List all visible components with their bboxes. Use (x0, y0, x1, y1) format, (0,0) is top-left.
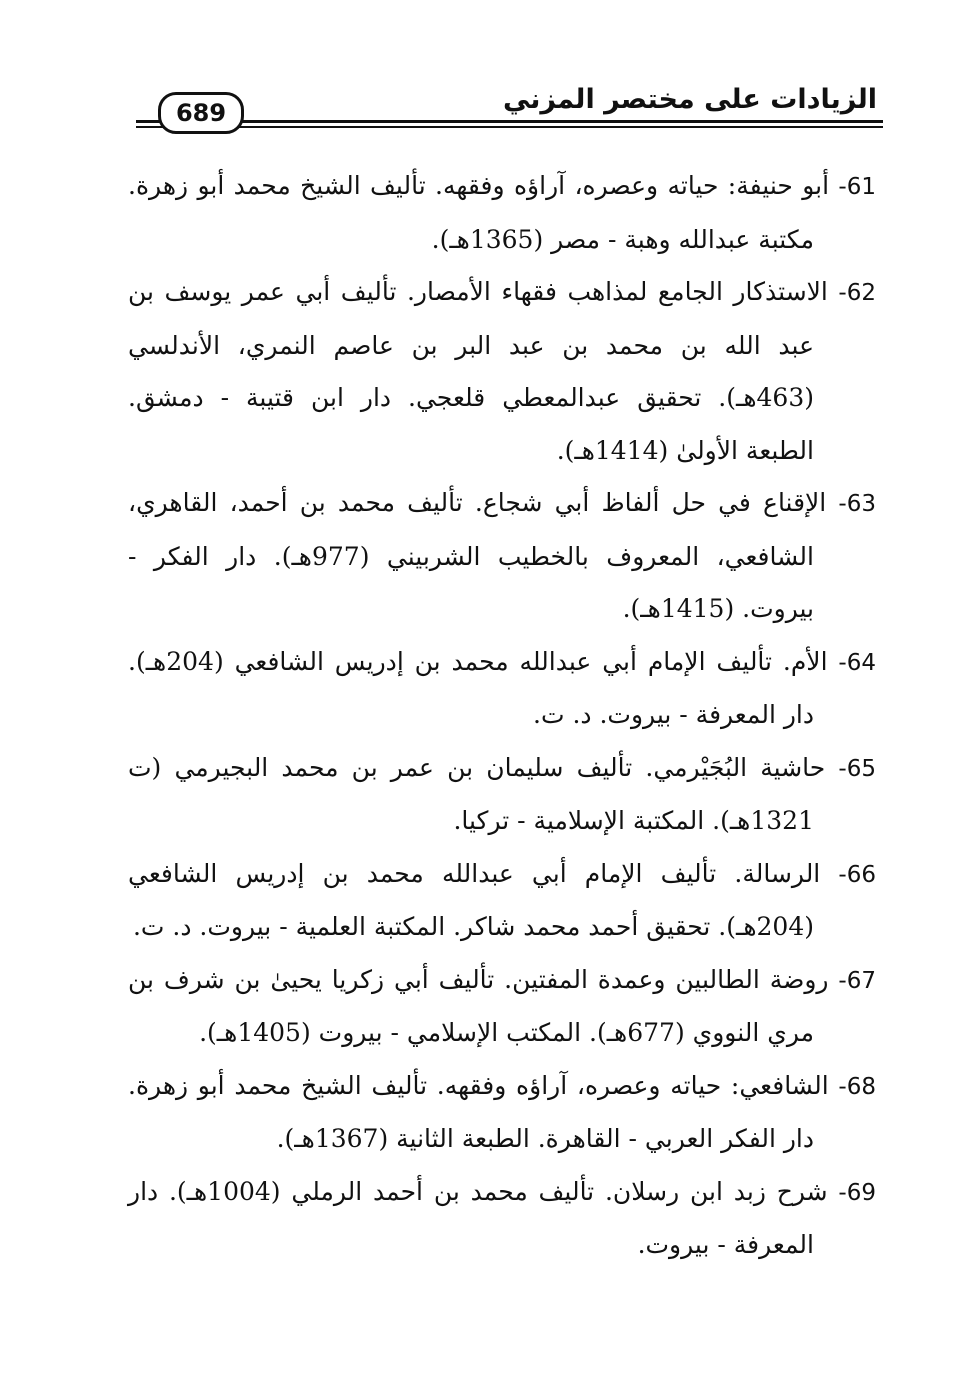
entry-number: 64- (838, 649, 876, 676)
entry-number: 67- (838, 967, 877, 994)
entry-text: الاستذكار الجامع لمذاهب فقهاء الأمصار. تأليف أبي عمر يوسف بن عبد الله بن محمد بن عبد البر بن عاصم النمري، الأندلسي (463هـ). تحقيق عبدالمعطي قلعجي. دار ابن قتيبة - دمشق. الطبعة الأولىٰ (1414هـ). (128, 277, 828, 465)
bibliography-entry-66 (128, 848, 876, 954)
entry-number: 65- (838, 755, 876, 782)
bibliography-entry-69 (128, 1166, 876, 1272)
entry-text: حاشية البُجَيْرمي. تأليف سليمان بن عمر بن محمد البجيرمي (ت 1321هـ). المكتبة الإسلامية - تركيا. (128, 752, 826, 835)
entry-number: 66- (838, 861, 876, 888)
entry-text: أبو حنيفة: حياته وعصره، آراؤه وفقهه. تأليف الشيخ محمد أبو زهرة. مكتبة عبدالله وهبة - مصر (1365هـ). (128, 171, 830, 254)
page-header (0, 0, 955, 140)
header-rule (136, 120, 883, 123)
entry-number: 63- (838, 491, 876, 517)
page-number: 689 (158, 92, 244, 134)
entry-number: 62- (838, 280, 876, 306)
bibliography-entry-64 (128, 636, 876, 742)
bibliography-entry-63 (128, 477, 876, 636)
entry-text: روضة الطالبين وعمدة المفتين. تأليف أبي زكريا يحيىٰ بن شرف بن مري النووي (677هـ). المكتب الإسلامي - بيروت (1405هـ). (128, 964, 829, 1047)
bibliography-entry-68 (128, 1060, 876, 1166)
entry-number: 69- (838, 1179, 876, 1206)
entry-text: الأم. تأليف الإمام أبي عبدالله محمد بن إدريس الشافعي (204هـ). دار المعرفة - بيروت. د. ت. (128, 646, 828, 729)
entry-number: 68- (838, 1073, 876, 1100)
bibliography-entry-62 (128, 266, 876, 477)
bibliography-entry-67 (128, 954, 876, 1060)
entry-text: الشافعي: حياته وعصره، آراؤه وفقهه. تأليف الشيخ محمد أبو زهرة. دار الفكر العربي - القاهرة. الطبعة الثانية (1367هـ). (128, 1070, 829, 1153)
entry-text: الإقناع في حل ألفاظ أبي شجاع. تأليف محمد بن أحمد، القاهري، الشافعي، المعروف بالخطيب الشربيني (977هـ). دار الفكر - بيروت. (1415هـ). (128, 488, 827, 623)
entry-text: الرسالة. تأليف الإمام أبي عبدالله محمد بن إدريس الشافعي (204هـ). تحقيق أحمد محمد شاكر. المكتبة العلمية - بيروت. د. ت. (128, 858, 821, 941)
running-title: الزيادات على مختصر المزني (502, 84, 877, 115)
bibliography-entry-61 (128, 160, 876, 266)
header-rule-thin (136, 126, 883, 128)
bibliography-list (128, 160, 876, 1272)
entry-number: 61- (838, 174, 876, 200)
bibliography-entry-65 (128, 742, 876, 848)
entry-text: شرح زبد ابن رسلان. تأليف محمد بن أحمد الرملي (1004هـ). دار المعرفة - بيروت. (128, 1176, 828, 1259)
